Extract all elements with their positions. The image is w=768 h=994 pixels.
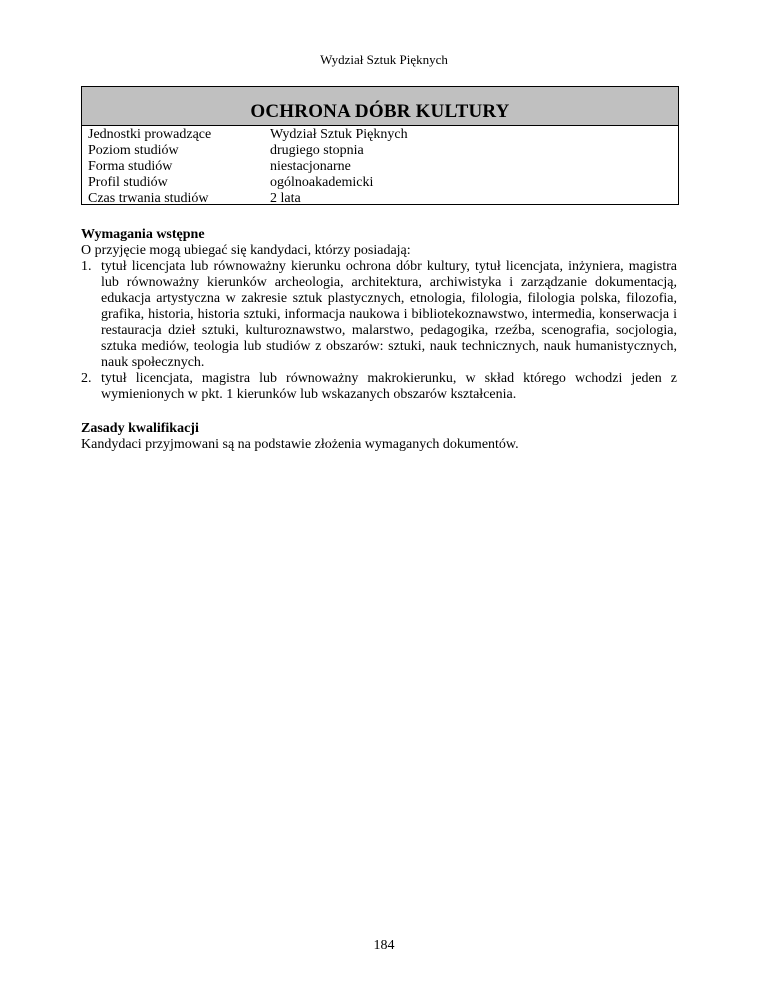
requirements-heading: Wymagania wstępne: [81, 227, 205, 242]
detail-label: Czas trwania studiów: [88, 191, 209, 206]
detail-value: drugiego stopnia: [270, 143, 364, 158]
requirements-list: [81, 259, 677, 403]
requirement-item: [81, 371, 677, 403]
detail-row-duration: [88, 191, 408, 207]
detail-row-level: [88, 143, 408, 159]
detail-value: niestacjonarne: [270, 159, 351, 174]
requirement-text: tytuł licencjata, magistra lub równoważny makrokierunku, w skład którego wchodzi jeden z wymienionych w pkt. 1 kierunków lub wskazanych obszarów kształcenia.: [101, 371, 677, 402]
detail-label: Poziom studiów: [88, 143, 179, 158]
detail-row-form: [88, 159, 408, 175]
qualification-text: Kandydaci przyjmowani są na podstawie złożenia wymaganych dokumentów.: [81, 437, 519, 452]
detail-label: Forma studiów: [88, 159, 173, 174]
qualification-heading: Zasady kwalifikacji: [81, 421, 199, 436]
program-details-table: [88, 127, 408, 207]
detail-label: Profil studiów: [88, 175, 168, 190]
requirements-intro: O przyjęcie mogą ubiegać się kandydaci, którzy posiadają:: [81, 243, 411, 258]
detail-value: ogólnoakademicki: [270, 175, 374, 190]
detail-row-units: [88, 127, 408, 143]
requirement-text: tytuł licencjata lub równoważny kierunku ochrona dóbr kultury, tytuł licencjata, inżyniera, magistra lub równoważny kierunków archeologia, architektura, archiwistyka i zarządzanie dokumentacją, edukacja artystyczna w zakresie sztuk plastycznych, etnologia, filologia, filologia polska, filozofia, grafika, historia, historia sztuki, informacja naukowa i bibliotekoznawstwo, intermedia, konserwacja i restauracja dzieł sztuki, kulturoznawstwo, malarstwo, pedagogika, rzeźba, scenografia, socjologia, sztuka mediów, teologia lub studiów z obszarów: sztuki, nauk technicznych, nauk humanistycznych, nauk społecznych.: [101, 259, 677, 370]
running-header: Wydział Sztuk Pięknych: [320, 52, 448, 67]
detail-row-profile: [88, 175, 408, 191]
qualification-section: [81, 421, 677, 453]
detail-label: Jednostki prowadzące: [88, 127, 212, 142]
program-info-box: [81, 86, 679, 205]
requirement-item: [81, 259, 677, 371]
requirement-number: 2.: [81, 371, 92, 386]
page-number: 184: [373, 938, 395, 953]
detail-value: 2 lata: [270, 191, 301, 206]
requirements-section: [81, 227, 677, 403]
requirement-number: 1.: [81, 259, 92, 274]
detail-value: Wydział Sztuk Pięknych: [270, 127, 408, 142]
program-title: OCHRONA DÓBR KULTURY: [250, 101, 510, 122]
program-title-bar: [82, 87, 678, 126]
